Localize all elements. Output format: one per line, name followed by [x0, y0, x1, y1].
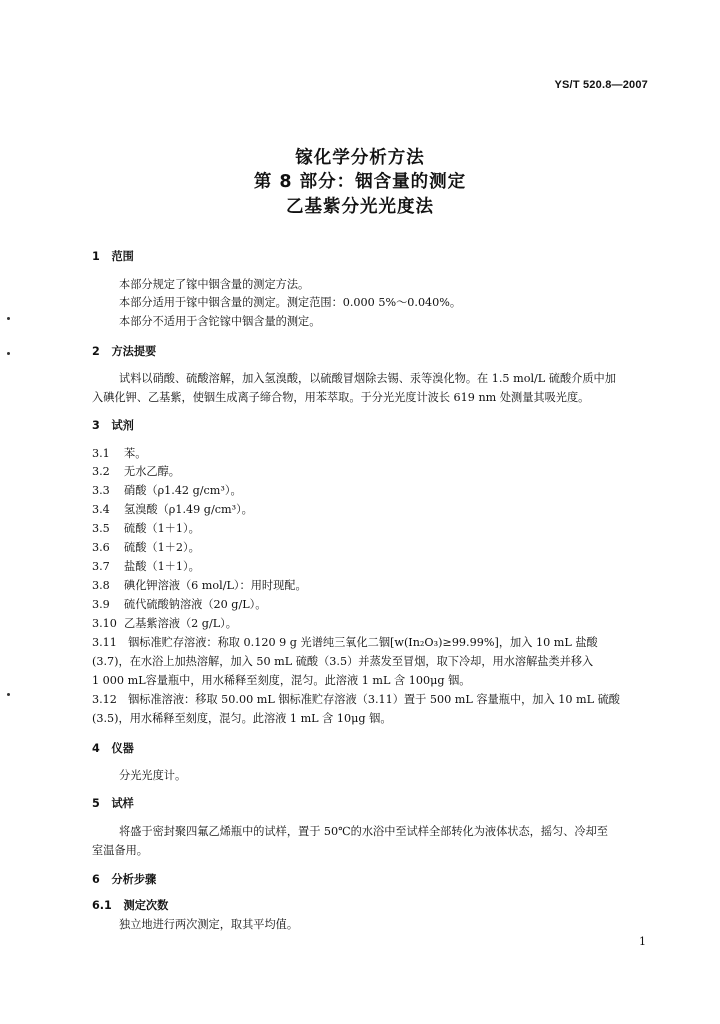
- item-number: 3.1: [92, 447, 110, 460]
- section-title: 分析步骤: [111, 873, 157, 886]
- list-item: [92, 503, 253, 517]
- paragraph-line: 3.12 铟标准溶液：移取 50.00 mL 铟标准贮存溶液（3.11）置于 500 mL 容量瓶中，加入 10 mL 硫酸: [92, 693, 620, 706]
- item-text: 硫酸（1＋2）。: [124, 541, 200, 554]
- list-item: [92, 522, 200, 536]
- section-6-heading: [92, 873, 156, 887]
- item-text: 无水乙醇。: [124, 465, 180, 478]
- paragraph: 分光光度计。: [119, 769, 187, 782]
- section-4-heading: [92, 742, 134, 756]
- page-number: 1: [639, 935, 646, 948]
- subsection-number: 6.1: [92, 899, 112, 912]
- title-line-3: 乙基紫分光光度法: [286, 197, 434, 217]
- list-item: [92, 541, 200, 555]
- paragraph-line: 试料以硝酸、硫酸溶解，加入氢溴酸，以硫酸冒烟除去锡、汞等溴化物。在 1.5 mol/L 硫酸介质中加: [119, 372, 616, 385]
- scan-speck: [7, 352, 10, 355]
- section-title: 方法提要: [111, 345, 157, 358]
- standard-number: YS/T 520.8—2007: [554, 79, 648, 91]
- paragraph-line: 室温备用。: [92, 844, 148, 857]
- section-2-heading: [92, 345, 156, 359]
- section-number: 4: [92, 742, 100, 755]
- list-item: [92, 617, 237, 631]
- paragraph: 本部分不适用于含铊镓中铟含量的测定。: [119, 315, 321, 328]
- scan-speck: [7, 317, 10, 320]
- title-line-2: 第 8 部分：铟含量的测定: [253, 172, 467, 192]
- item-number: 3.6: [92, 541, 110, 554]
- item-number: 3.4: [92, 503, 110, 516]
- item-number: 3.9: [92, 598, 110, 611]
- paragraph-line: 将盛于密封聚四氟乙烯瓶中的试样，置于 50℃的水浴中至试样全部转化为液体状态，摇匀、冷却至: [119, 825, 608, 838]
- item-number: 3.10: [92, 617, 117, 630]
- section-number: 1: [92, 250, 100, 263]
- list-item: [92, 598, 266, 612]
- list-item: [92, 484, 242, 498]
- item-number: 3.8: [92, 579, 110, 592]
- item-number: 3.2: [92, 465, 110, 478]
- paragraph: 独立地进行两次测定，取其平均值。: [119, 918, 299, 931]
- item-text: 盐酸（1＋1）。: [124, 560, 200, 573]
- list-item: [92, 447, 146, 461]
- subsection-title: 测定次数: [123, 899, 169, 912]
- item-text: 硫代硫酸钠溶液（20 g/L）。: [124, 598, 267, 611]
- item-text: 硫酸（1＋1）。: [124, 522, 200, 535]
- section-number: 2: [92, 345, 100, 358]
- paragraph: 本部分适用于镓中铟含量的测定。测定范围：0.000 5%～0.040%。: [119, 296, 462, 309]
- item-number: 3.3: [92, 484, 110, 497]
- section-number: 5: [92, 797, 100, 810]
- item-text: 氢溴酸（ρ1.49 g/cm³）。: [124, 503, 253, 516]
- section-number: 3: [92, 419, 100, 432]
- paragraph-line: (3.5)，用水稀释至刻度，混匀。此溶液 1 mL 含 10μg 铟。: [92, 712, 392, 725]
- scan-speck: [7, 693, 10, 696]
- item-text: 硝酸（ρ1.42 g/cm³）。: [124, 484, 242, 497]
- section-title: 仪器: [111, 742, 134, 755]
- section-number: 6: [92, 873, 100, 886]
- paragraph-line: (3.7)，在水浴上加热溶解，加入 50 mL 硫酸（3.5）并蒸发至冒烟，取下冷却，用水溶解盐类并移入: [92, 655, 594, 668]
- list-item: [92, 579, 307, 593]
- item-text: 乙基紫溶液（2 g/L）。: [124, 617, 237, 630]
- title-line-1: 镓化学分析方法: [295, 148, 425, 168]
- paragraph-line: 3.11 铟标准贮存溶液：称取 0.120 9 g 光谱纯三氧化二铟[w(In₂O₃)≥99.99%]，加入 10 mL 盐酸: [92, 636, 598, 649]
- paragraph-line: 入碘化钾、乙基紫，使铟生成离子缔合物，用苯萃取。于分光光度计波长 619 nm 处测量其吸光度。: [92, 391, 590, 404]
- item-text: 碘化钾溶液（6 mol/L）：用时现配。: [124, 579, 307, 592]
- paragraph: 本部分规定了镓中铟含量的测定方法。: [119, 278, 310, 291]
- section-title: 范围: [111, 250, 134, 263]
- section-5-heading: [92, 797, 134, 811]
- section-3-heading: [92, 419, 134, 433]
- item-number: 3.5: [92, 522, 110, 535]
- item-number: 3.7: [92, 560, 110, 573]
- item-text: 苯。: [124, 447, 147, 460]
- section-title: 试剂: [111, 419, 134, 432]
- list-item: [92, 560, 200, 574]
- list-item: [92, 465, 180, 479]
- section-1-heading: [92, 250, 134, 264]
- section-title: 试样: [111, 797, 134, 810]
- subsection-6-1-heading: [92, 899, 168, 913]
- paragraph-line: 1 000 mL容量瓶中，用水稀释至刻度，混匀。此溶液 1 mL 含 100μg 铟。: [92, 674, 471, 687]
